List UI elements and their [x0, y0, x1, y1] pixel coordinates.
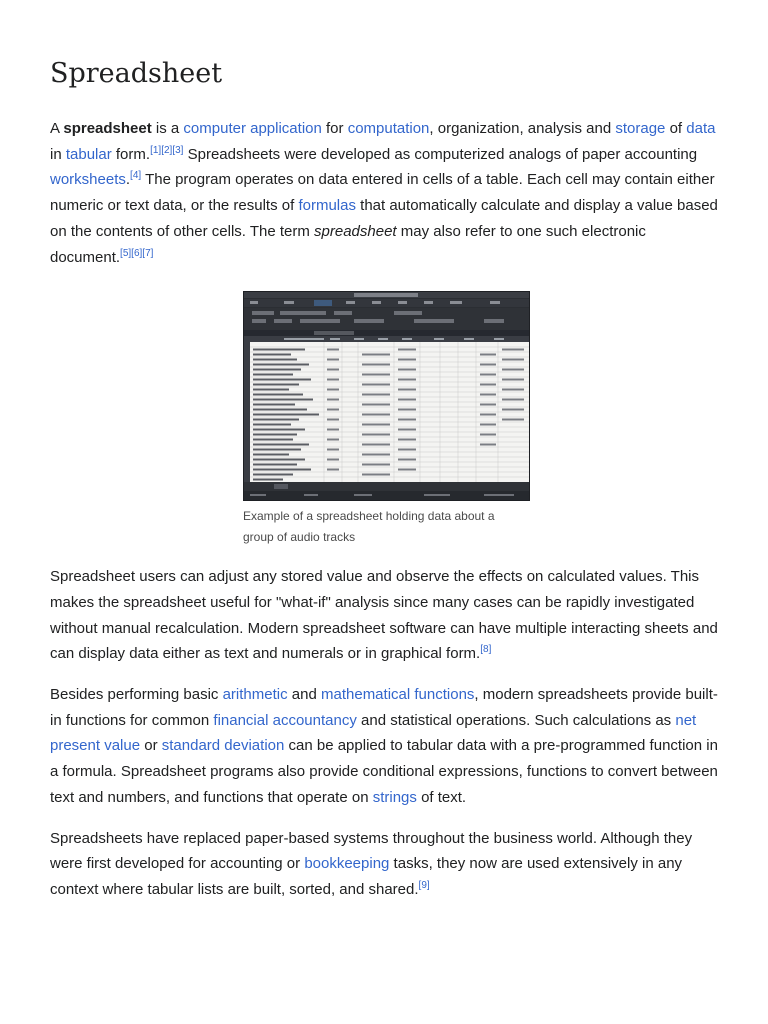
text: that automatically calculate and display a value based on the contents of other cells. The term — [50, 197, 718, 240]
link-computer-application[interactable]: computer application — [183, 120, 322, 137]
text: is a — [151, 120, 184, 137]
text: form. — [111, 145, 151, 163]
link-arithmetic[interactable]: arithmetic — [222, 686, 288, 704]
link-strings[interactable]: strings — [372, 788, 417, 806]
spreadsheet-screenshot-image[interactable] — [243, 291, 530, 501]
text: and statistical operations. Such calculations as — [356, 711, 676, 729]
ref-3[interactable]: [3] — [172, 144, 184, 156]
ref-2[interactable]: [2] — [161, 144, 173, 156]
spreadsheet-thumbnail-graphic — [244, 292, 529, 500]
text: . — [125, 171, 131, 189]
text: A — [50, 120, 64, 137]
link-formulas[interactable]: formulas — [298, 197, 356, 215]
ref-4[interactable]: [4] — [130, 170, 142, 182]
figure — [243, 291, 528, 547]
ref-5[interactable]: [5] — [120, 247, 132, 259]
ref-6[interactable]: [6] — [131, 247, 143, 259]
link-net-present-value[interactable]: net present value — [50, 711, 697, 755]
figure-caption: Example of a spreadsheet holding data about a group of audio tracks — [243, 509, 495, 544]
text: of — [665, 120, 687, 137]
text: in — [50, 145, 66, 163]
text: Spreadsheet users can adjust any stored value and observe the effects on calculated values. This makes the spreadsheet useful for "what-if" analysis since many cases can be rapidly investigated without manual recalculation. Modern spreadsheet software can have multiple interacting sheets and can display data either as text and numerals or in graphical form. — [50, 568, 718, 663]
text: Spreadsheets were developed as computerized analogs of paper accounting — [183, 145, 698, 163]
paragraph-business — [50, 826, 718, 903]
page-title: Spreadsheet — [50, 58, 223, 89]
ref-1[interactable]: [1] — [150, 144, 162, 156]
text: Spreadsheets have replaced paper-based systems throughout the business world. Although they were first developed for accounting or — [50, 829, 693, 873]
link-bookkeeping[interactable]: bookkeeping — [304, 855, 390, 873]
paragraph-functions — [50, 682, 718, 811]
ref-9[interactable]: [9] — [418, 879, 430, 891]
link-data[interactable]: data — [686, 120, 716, 137]
link-mathematical-functions[interactable]: mathematical functions — [321, 686, 475, 704]
text: Besides performing basic — [50, 686, 223, 704]
text: , organization, analysis and — [429, 120, 616, 137]
text: can be applied to tabular data with a pre-programmed function in a formula. Spreadsheet programs also provide conditional expressions, functions to convert between text and numbers, and functions that operate on — [50, 737, 718, 806]
link-worksheets[interactable]: worksheets — [50, 171, 126, 189]
text: , modern spreadsheets provide built-in functions for common — [50, 686, 718, 729]
link-storage[interactable]: storage — [615, 120, 666, 137]
text: may also refer to one such electronic document. — [50, 222, 646, 266]
text: of text. — [416, 788, 467, 806]
text: for — [321, 120, 348, 137]
intro-paragraph — [50, 116, 718, 270]
paragraph-what-if — [50, 564, 718, 667]
link-tabular[interactable]: tabular — [65, 145, 112, 163]
italic-term: spreadsheet — [314, 222, 397, 240]
text: The program operates on data entered in cells of a table. Each cell may contain either numeric or text data, or the results of — [50, 171, 715, 215]
text: tasks, they now are used extensively in any context where tabular lists are built, sorted, and shared. — [50, 855, 683, 898]
ref-8[interactable]: [8] — [480, 644, 492, 656]
ref-7[interactable]: [7] — [142, 247, 154, 259]
bold-term: spreadsheet — [63, 120, 152, 137]
link-standard-deviation[interactable]: standard deviation — [161, 737, 285, 755]
link-computation[interactable]: computation — [347, 120, 430, 137]
link-financial-accountancy[interactable]: financial accountancy — [213, 711, 357, 729]
text: and — [287, 686, 321, 704]
text: or — [140, 737, 162, 755]
